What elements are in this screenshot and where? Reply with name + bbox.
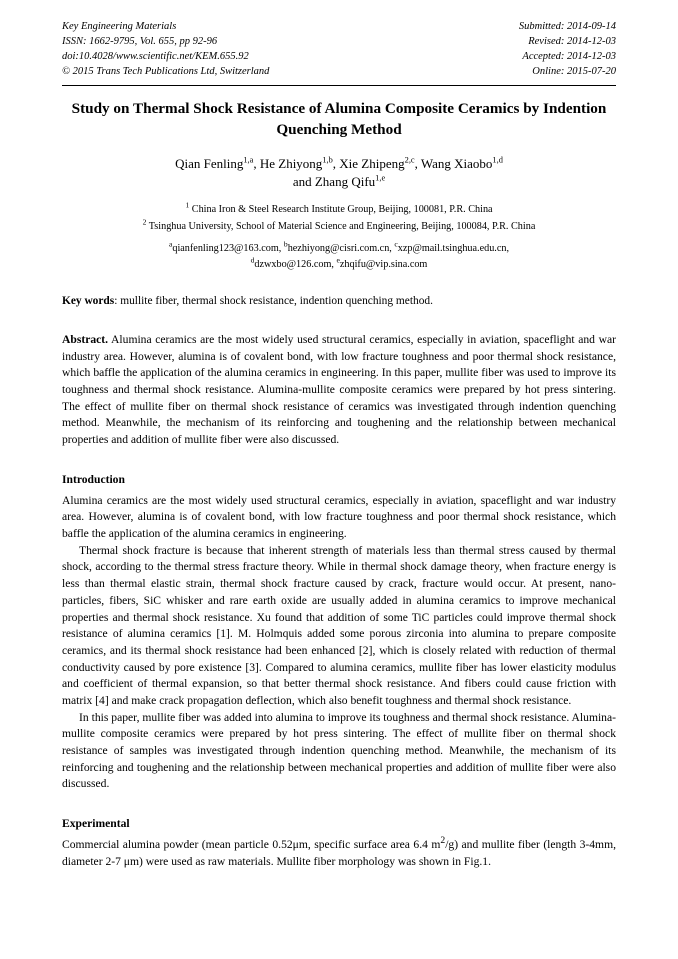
section-heading-experimental: Experimental <box>62 817 130 831</box>
date-revised: Revised: 2014-12-03 <box>528 35 616 47</box>
date-accepted: Accepted: 2014-12-03 <box>522 50 616 62</box>
affiliation-1: $^1$ China Iron & Steel Research Institute Group, Beijing, 100081, P.R. China <box>185 200 493 216</box>
header-right <box>519 20 616 80</box>
keywords-line <box>62 294 616 310</box>
author-line-1: Qian Fenling$^{1,a}$, He Zhiyong$^{1,b}$, Xie Zhipeng$^{2,c}$, Wang Xiaobo$^{1,d}$ <box>175 155 503 171</box>
email-list <box>62 241 616 273</box>
intro-paragraph-1: Alumina ceramics are the most widely used structural ceramics, especially in aviation, spaceflight and war industry area. However, alumina is of covalent bond, with low fracture toughness and poor thermal shock resistance, which baffle the application of the alumina ceramics in engineering. <box>62 493 616 541</box>
abstract-block <box>62 332 616 449</box>
intro-paragraph-3: In this paper, mullite fiber was added into alumina to improve its toughness and thermal shock resistance. Alumina-mullite composite ceramics were prepared by hot press sintering. The effect of mullite fiber on thermal shock resistance of samples was investigated through indention quenching method. Meanwhile, the mechanism of its reinforcing and toughening and the relationship between mechanical properties and addition of mullite fiber were also discussed. <box>62 710 616 791</box>
intro-paragraph-2: Thermal shock fracture is because that inherent strength of materials less than thermal stress caused by thermal shock, according to the thermal stress fracture theory. While in thermal shock damage theory, when fracture energy is less than thermal elastic strain, thermal shock fracture caused by crack, fracture would occur. At present, nano-particles, fibers, SiC whisker and rare earth oxide are usually added in alumina ceramics to improve mechanical properties and thermal shock resistance. Xu found that addition of some TiC particles could improve thermal shock resistance of alumina ceramics [1]. M. Holmquis added some porous zirconia into alumina to prepare composite ceramics, and its thermal shock resistance had been enhanced [2], which is closely related with reduction of thermal conductivity caused by pore existence [3]. Compared to alumina ceramics, mullite fiber has lower elasticity modulus and coefficient of thermal expansion, so that better thermal shock resistance. And fibers could cause friction with matrix [4] and make crack propagation deflection, which also benefit toughness and thermal shock resistance. <box>62 543 616 707</box>
header-left <box>62 20 269 80</box>
email-line-1: $^a$qianfenling123@163.com, $^b$hezhiyong@cisri.com.cn, $^c$xzp@mail.tsinghua.edu.cn, <box>168 239 509 255</box>
journal-copyright: © 2015 Trans Tech Publications Ltd, Switzerland <box>62 65 270 77</box>
abstract-label: Abstract. <box>62 332 109 346</box>
experimental-paragraph-1: Commercial alumina powder (mean particle 0.52μm, specific surface area 6.4 $m^2/g$) and mullite fiber (length 3-4mm, diameter 2-7 μm) were used as raw materials. Mullite fiber morphology was shown in Fig.1. <box>62 835 616 868</box>
author-list <box>62 155 616 193</box>
header-divider <box>62 85 616 86</box>
affiliation-2: $^2$ Tsinghua University, School of Material Science and Engineering, Beijing, 100084, P.R. China <box>142 217 536 232</box>
page-title: Study on Thermal Shock Resistance of Alumina Composite Ceramics by Indention Quenching Method <box>71 99 607 138</box>
email-line-2: $^d$dzwxbo@126.com, $^e$zhqifu@vip.sina.com <box>250 255 428 271</box>
page-header <box>62 20 616 84</box>
keywords-label: Key words <box>62 294 115 307</box>
date-submitted: Submitted: 2014-09-14 <box>518 21 616 32</box>
keywords-text: : mullite fiber, thermal shock resistance, indention quenching method. <box>114 294 433 307</box>
journal-doi: doi:10.4028/www.scientific.net/KEM.655.92 <box>62 50 249 62</box>
date-online: Online: 2015-07-20 <box>532 65 616 77</box>
section-heading-introduction: Introduction <box>62 472 125 486</box>
journal-name: Key Engineering Materials <box>62 21 177 32</box>
journal-issn-volume: ISSN: 1662-9795, Vol. 655, pp 92-96 <box>62 35 218 47</box>
abstract-text: Alumina ceramics are the most widely used structural ceramics, especially in aviation, spaceflight and war industry area. However, alumina is of covalent bond, with low fracture toughness and poor thermal shock resistance, which baffle the application of the alumina ceramics in engineering. In this paper, mullite fiber was used to improve its toughness and thermal shock resistance. Alumina-mullite composite ceramics were prepared by hot press sintering. The effect of mullite fiber on thermal shock resistance of ceramics was investigated through indention quenching method. Meanwhile, the mechanism of its reinforcing and toughening and the relationship between mechanical properties and addition of mullite fiber were also discussed. <box>62 332 616 446</box>
author-line-2: and Zhang Qifu$^{1,e}$ <box>292 174 386 190</box>
affiliation-list <box>62 202 616 235</box>
